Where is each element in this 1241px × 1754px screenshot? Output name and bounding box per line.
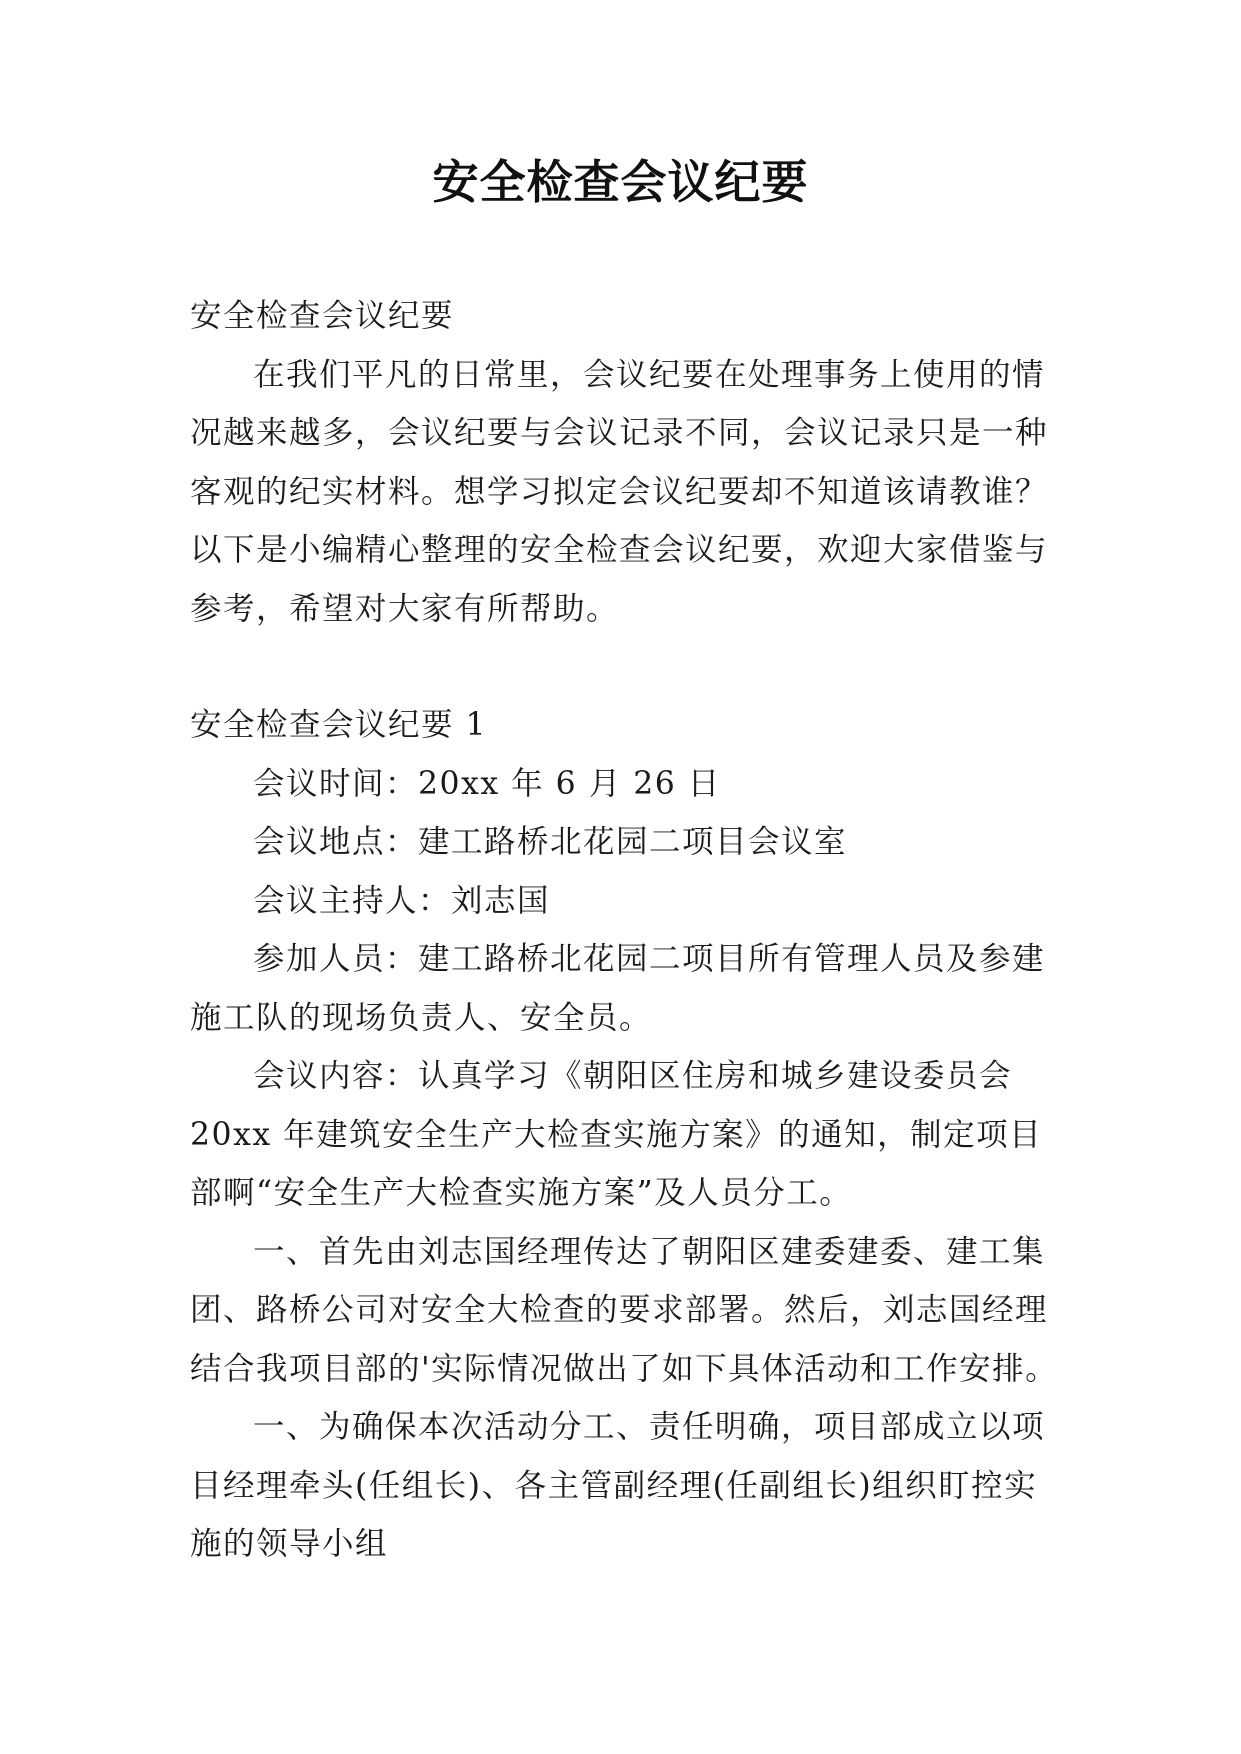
meeting-host: 会议主持人：刘志国 bbox=[253, 882, 551, 919]
document-title: 安全检查会议纪要 bbox=[432, 155, 809, 209]
meeting-time: 会议时间：20xx 年 6 月 26 日 bbox=[253, 765, 721, 802]
participants-paragraph: 参加人员：建工路桥北花园二项目所有管理人员及参建施工队的现场负责人、安全员。 bbox=[190, 941, 1046, 1036]
section-spacer bbox=[190, 638, 1070, 696]
intro-paragraph: 在我们平凡的日常里，会议纪要在处理事务上使用的情况越来越多，会议纪要与会议记录不同，会议记录只是一种客观的纪实材料。想学习拟定会议纪要却不知道该请教谁？以下是小编精心整理的安全检查会议纪要，欢迎大家借鉴与参考，希望对大家有所帮助。 bbox=[190, 356, 1049, 627]
meeting-place: 会议地点：建工路桥北花园二项目会议室 bbox=[253, 824, 848, 860]
item-2-paragraph: 一、为确保本次活动分工、责任明确，项目部成立以项目经理牵头(任组长)、各主管副经理(任副组长)组织盯控实施的领导小组 bbox=[190, 1409, 1046, 1562]
item-1-paragraph: 一、首先由刘志国经理传达了朝阳区建委建委、建工集团、路桥公司对安全大检查的要求部署。然后，刘志国经理结合我项目部的'实际情况做出了如下具体活动和工作安排。 bbox=[190, 1233, 1059, 1387]
subtitle: 安全检查会议纪要 bbox=[190, 298, 455, 334]
document-body bbox=[190, 287, 1070, 1574]
meeting-content-paragraph: 会议内容：认真学习《朝阳区住房和城乡建设委员会 20xx 年建筑安全生产大检查实施方案》的通知，制定项目部啊“安全生产大检查实施方案”及人员分工。 bbox=[190, 1058, 1043, 1211]
section-heading: 安全检查会议纪要 1 bbox=[190, 707, 488, 743]
